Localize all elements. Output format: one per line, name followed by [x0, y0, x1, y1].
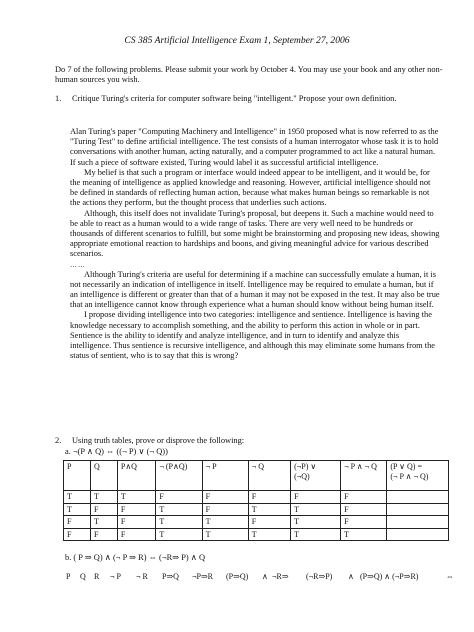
table-cell: F [248, 516, 290, 529]
answer-paragraph: Although, this itself does not invalidate Turing's proposal, but deepens it. Such a machine would need to be able to react as a human would to a wide range of tasks. There are very well need to be hundreds or thousands of different scenarios to fulfill, but some might be brainstorming and proposing new ideas, showing appropriate emotional reaction to hardships and boons, and giving meaningful advice for various described scenarios. [70, 208, 440, 259]
table-cell: P [64, 461, 91, 491]
table-cell: T [117, 491, 156, 504]
table-cell: F [117, 516, 156, 529]
table-cell [387, 516, 449, 529]
table-cell: ¬ P ∧ ¬ Q [341, 461, 387, 491]
truth-table-a [63, 460, 449, 541]
table-cell: F [156, 491, 202, 504]
table-cell: (¬P) ∨ (¬Q) [291, 461, 341, 491]
question-1-number: 1. [55, 94, 62, 103]
answer-paragraph: I propose dividing intelligence into two categories: intelligence and sentience. Intelligence is having the knowledge necessary to accomplish something, and the ability to perform this action in whole or in part. Sentience is the ability to identify and analyze intelligence, and in turn to identify and analyze this intelligence. Thus sentience is recursive intelligence, and although this may eliminate some humans from the status of sentient, who is to say that this is wrong? [70, 310, 435, 361]
answer-paragraph: Alan Turing's paper "Computing Machinery and Intelligence" in 1950 proposed what is now referred to as the "Turing Test" to define artificial intelligence. The test consists of a human interrogator whose task it is to hold conversations with another human, acting naturally, and a computer programmed to act like a natural human. If such a piece of software existed, Turing would label it as successful artificial intelligence. [70, 127, 439, 167]
table-cell: T [291, 503, 341, 516]
table-cell: T [202, 516, 248, 529]
table-cell: T [156, 503, 202, 516]
table-cell: T [64, 503, 91, 516]
answer-paragraph: My belief is that such a program or interface would indeed appear to be intelligent, and it would be, for the meaning of intelligence as applied knowledge and reasoning. However, artificial intelligence should not be defined in standards of reflecting human action, because what makes human beings so remarkable is not the actions they perform, but the thought process that underlies such actions. [70, 167, 431, 208]
table-cell: T [291, 528, 341, 541]
table-cell: F [202, 503, 248, 516]
table-row [64, 516, 449, 529]
table-cell: F [341, 503, 387, 516]
table-row [64, 503, 449, 516]
table-header-cell: ¬ P [110, 572, 121, 581]
table-cell: T [202, 528, 248, 541]
table-cell: Q [90, 461, 117, 491]
table-cell: F [117, 503, 156, 516]
question-2-text: Using truth tables, prove or disprove the following: [72, 436, 245, 445]
table-cell: T [248, 528, 290, 541]
table-header-cell: (P⇒Q) [226, 572, 249, 581]
table-cell: T [64, 491, 91, 504]
table-cell: T [248, 503, 290, 516]
table-cell: T [291, 516, 341, 529]
table-header-cell: (P⇒Q) ∧ (¬P⇒R) [360, 572, 419, 581]
table-cell: ¬ Q [248, 461, 290, 491]
table-row [64, 491, 449, 504]
table-header-cell: P⇒Q [162, 572, 179, 581]
table-cell [387, 528, 449, 541]
question-2-number: 2. [55, 436, 62, 445]
table-header-cell: ¬R⇒ [272, 572, 289, 581]
table-cell: F [202, 491, 248, 504]
answer-separator: …… [70, 260, 86, 269]
table-cell: P∧Q [117, 461, 156, 491]
table-cell: F [90, 528, 117, 541]
truth-table-b-header [66, 572, 466, 586]
instructions: Do 7 of the following problems. Please submit your work by October 4. You may use your book and any other non-human sources you wish. [55, 65, 443, 85]
table-header-cell: ¬P⇒R [192, 572, 213, 581]
answer-paragraph: Although Turing's criteria are useful for determining if a machine can successfully emulate a human, it is not necessarily an indication of intelligence in itself. Intelligence may be required to emulate a human, but if an intelligence is different or greater than that of a human it may not be exposed in the test. It may also be true that an intelligence cannot know through experience what a human should know without being human itself. [70, 269, 440, 310]
table-header-cell: R [94, 572, 100, 581]
table-cell [387, 491, 449, 504]
part-b-formula: b. ( P ⇒ Q) ∧ (¬ P ⇒ R) ⇔ (¬R⇒ P) ∧ Q [65, 553, 206, 562]
table-cell: ¬ (P∧Q) [156, 461, 202, 491]
table-header-cell: Q [80, 572, 86, 581]
table-cell: T [90, 516, 117, 529]
table-cell: F [117, 528, 156, 541]
part-a-formula: a. ¬(P ∧ Q) ⇔ ((¬ P) ∨ (¬ Q)) [65, 447, 168, 456]
table-cell: F [248, 491, 290, 504]
table-cell: T [90, 491, 117, 504]
table-header-cell: ⇔ [446, 572, 454, 581]
table-header-cell: ∧ [348, 572, 354, 581]
table-header-cell: ¬ R [136, 572, 148, 581]
table-cell: F [90, 503, 117, 516]
table-cell: F [64, 516, 91, 529]
answer-1 [70, 127, 440, 361]
table-header-cell: P [66, 572, 71, 581]
table-cell: F [291, 491, 341, 504]
table-cell: F [64, 528, 91, 541]
table-cell: T [156, 516, 202, 529]
table-header-cell: (¬R⇒P) [306, 572, 333, 581]
table-row [64, 528, 449, 541]
table-cell: T [341, 528, 387, 541]
table-cell [387, 503, 449, 516]
exam-title: CS 385 Artificial Intelligence Exam 1, September 27, 2006 [124, 35, 350, 46]
question-1-text: Critique Turing's criteria for computer software being "intelligent." Propose your own definition. [72, 94, 397, 103]
table-cell: T [156, 528, 202, 541]
table-cell: ¬ P [202, 461, 248, 491]
table-cell: F [341, 491, 387, 504]
table-cell: (P ∨ Q) = (¬ P ∧ ¬ Q) [387, 461, 449, 491]
table-header-cell: ∧ [262, 572, 268, 581]
table-header-row [64, 461, 449, 491]
table-cell: F [341, 516, 387, 529]
